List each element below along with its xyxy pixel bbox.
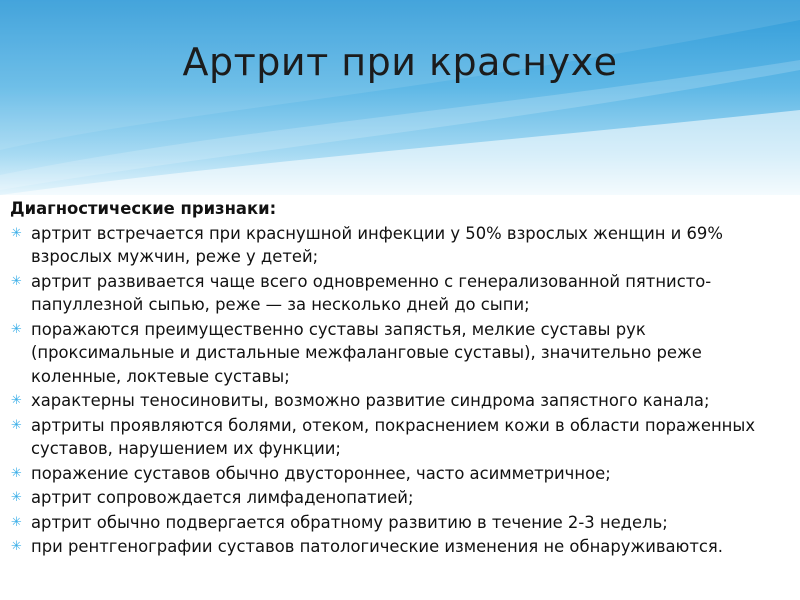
list-item-text: артрит встречается при краснушной инфекции у 50% взрослых женщин и 69% взрослых мужчин, реже у детей; xyxy=(31,223,723,266)
list-item xyxy=(10,414,790,461)
header-background xyxy=(0,0,800,195)
list-item-text: поражение суставов обычно двустороннее, часто асимметричное; xyxy=(31,463,611,483)
list-item-text: артрит развивается чаще всего одновременно с генерализованной пятнисто-папуллезной сыпью, реже — за несколько дней до сыпи; xyxy=(31,271,712,314)
list-item-text: артрит сопровождается лимфаденопатией; xyxy=(31,488,414,507)
slide-content xyxy=(10,197,790,560)
list-item xyxy=(10,389,790,413)
list-item xyxy=(10,222,790,269)
list-item-text: при рентгенографии суставов патологические изменения не обнаруживаются. xyxy=(31,537,723,556)
list-item-text: артриты проявляются болями, отеком, покраснением кожи в области пораженных суставов, нарушением их функции; xyxy=(31,415,756,458)
star-bullet-icon: ✳ xyxy=(11,514,22,530)
list-item-text: артрит обычно подвергается обратному развитию в течение 2-3 недель; xyxy=(31,512,668,532)
list-item-text: характерны теносиновиты, возможно развитие синдрома запястного канала; xyxy=(31,391,710,410)
slide-title: Артрит при краснухе xyxy=(182,40,618,84)
list-item xyxy=(10,318,790,389)
list-item xyxy=(10,486,790,510)
bullet-list xyxy=(10,222,790,559)
star-bullet-icon: ✳ xyxy=(11,417,22,433)
star-bullet-icon: ✳ xyxy=(11,321,22,337)
list-item xyxy=(10,462,790,486)
star-bullet-icon: ✳ xyxy=(11,273,22,289)
star-bullet-icon: ✳ xyxy=(11,465,22,481)
star-bullet-icon: ✳ xyxy=(11,539,22,554)
list-item xyxy=(10,270,790,317)
star-bullet-icon: ✳ xyxy=(11,225,22,241)
star-bullet-icon: ✳ xyxy=(11,490,22,505)
list-item xyxy=(10,535,790,559)
star-bullet-icon: ✳ xyxy=(11,393,22,408)
content-heading: Диагностические признаки: xyxy=(10,199,277,218)
list-item xyxy=(10,511,790,535)
list-item-text: поражаются преимущественно суставы запястья, мелкие суставы рук (проксимальные и дистальные межфаланговые суставы), значительно реже коленные, локтевые суставы; xyxy=(31,319,702,386)
header-wave-decoration xyxy=(0,0,800,195)
